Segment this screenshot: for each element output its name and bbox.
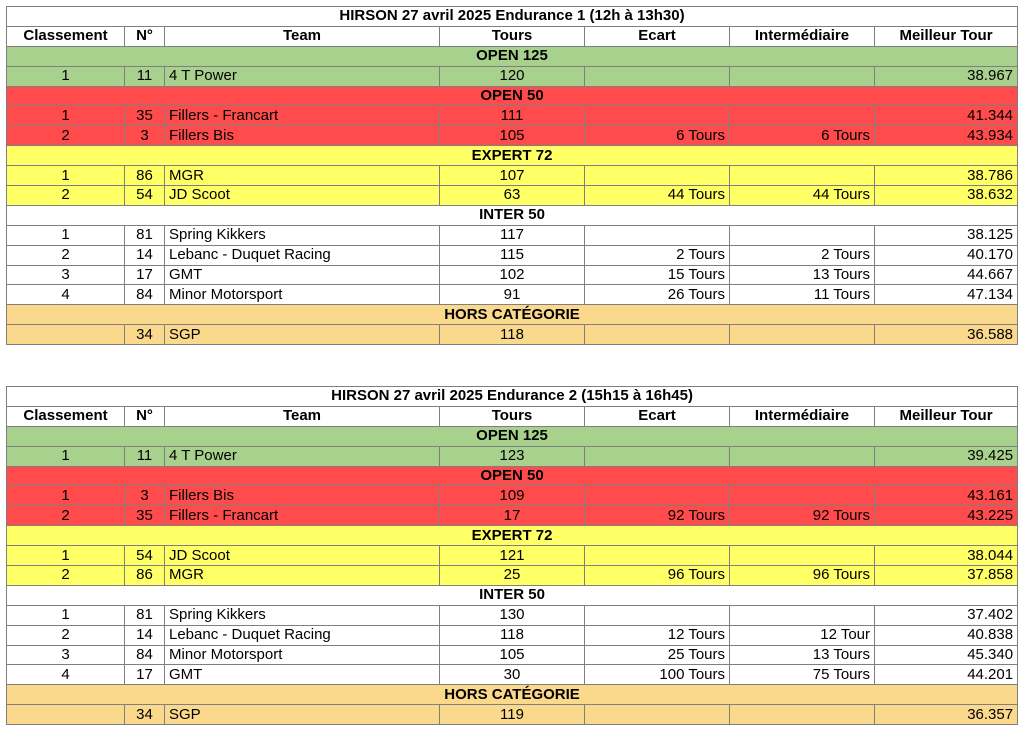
category-name: EXPERT 72 xyxy=(7,146,1018,166)
category-name: OPEN 125 xyxy=(7,426,1018,446)
laps-cell: 25 xyxy=(440,566,585,586)
team-cell: MGR xyxy=(165,166,440,186)
header-gap: Ecart xyxy=(585,406,730,426)
laps-cell: 115 xyxy=(440,245,585,265)
header-team: Team xyxy=(165,26,440,46)
laps-cell: 119 xyxy=(440,705,585,725)
best-lap-cell: 43.225 xyxy=(875,506,1018,526)
category-name: HORS CATÉGORIE xyxy=(7,685,1018,705)
category-row xyxy=(7,585,1018,605)
laps-cell: 102 xyxy=(440,265,585,285)
table-row xyxy=(7,665,1018,685)
rank-cell: 2 xyxy=(7,245,125,265)
table-row xyxy=(7,446,1018,466)
rank-cell: 4 xyxy=(7,285,125,305)
rank-cell: 3 xyxy=(7,265,125,285)
laps-cell: 105 xyxy=(440,645,585,665)
category-row xyxy=(7,46,1018,66)
number-cell: 11 xyxy=(125,446,165,466)
team-cell: GMT xyxy=(165,265,440,285)
laps-cell: 63 xyxy=(440,186,585,206)
table-row xyxy=(7,506,1018,526)
intermediate-cell xyxy=(730,66,875,86)
laps-cell: 117 xyxy=(440,225,585,245)
number-cell: 3 xyxy=(125,126,165,146)
team-cell: Minor Motorsport xyxy=(165,645,440,665)
laps-cell: 118 xyxy=(440,625,585,645)
intermediate-cell xyxy=(730,166,875,186)
category-row xyxy=(7,205,1018,225)
number-cell: 54 xyxy=(125,186,165,206)
team-cell: JD Scoot xyxy=(165,546,440,566)
table-row xyxy=(7,166,1018,186)
header-number: N° xyxy=(125,26,165,46)
best-lap-cell: 38.125 xyxy=(875,225,1018,245)
gap-cell: 6 Tours xyxy=(585,126,730,146)
laps-cell: 121 xyxy=(440,546,585,566)
best-lap-cell: 43.934 xyxy=(875,126,1018,146)
best-lap-cell: 45.340 xyxy=(875,645,1018,665)
number-cell: 14 xyxy=(125,625,165,645)
team-cell: 4 T Power xyxy=(165,446,440,466)
team-cell: Lebanc - Duquet Racing xyxy=(165,625,440,645)
intermediate-cell: 96 Tours xyxy=(730,566,875,586)
category-row xyxy=(7,685,1018,705)
number-cell: 86 xyxy=(125,166,165,186)
number-cell: 11 xyxy=(125,66,165,86)
laps-cell: 105 xyxy=(440,126,585,146)
number-cell: 35 xyxy=(125,106,165,126)
gap-cell: 12 Tours xyxy=(585,625,730,645)
team-cell: MGR xyxy=(165,566,440,586)
rank-cell: 1 xyxy=(7,225,125,245)
number-cell: 84 xyxy=(125,645,165,665)
intermediate-cell: 2 Tours xyxy=(730,245,875,265)
laps-cell: 91 xyxy=(440,285,585,305)
number-cell: 81 xyxy=(125,225,165,245)
category-row xyxy=(7,466,1018,486)
rank-cell: 1 xyxy=(7,546,125,566)
laps-cell: 118 xyxy=(440,325,585,345)
gap-cell xyxy=(585,446,730,466)
laps-cell: 109 xyxy=(440,486,585,506)
laps-cell: 120 xyxy=(440,66,585,86)
best-lap-cell: 44.667 xyxy=(875,265,1018,285)
table-row xyxy=(7,566,1018,586)
laps-cell: 130 xyxy=(440,605,585,625)
laps-cell: 107 xyxy=(440,166,585,186)
table-row xyxy=(7,605,1018,625)
header-intermediate: Intermédiaire xyxy=(730,26,875,46)
header-team: Team xyxy=(165,406,440,426)
number-cell: 3 xyxy=(125,486,165,506)
table-row xyxy=(7,486,1018,506)
category-name: OPEN 50 xyxy=(7,86,1018,106)
header-gap: Ecart xyxy=(585,26,730,46)
best-lap-cell: 38.044 xyxy=(875,546,1018,566)
number-cell: 17 xyxy=(125,665,165,685)
number-cell: 14 xyxy=(125,245,165,265)
intermediate-cell: 44 Tours xyxy=(730,186,875,206)
best-lap-cell: 38.786 xyxy=(875,166,1018,186)
intermediate-cell xyxy=(730,446,875,466)
header-intermediate: Intermédiaire xyxy=(730,406,875,426)
rank-cell: 2 xyxy=(7,566,125,586)
column-header-row xyxy=(7,406,1018,426)
intermediate-cell: 13 Tours xyxy=(730,645,875,665)
category-name: OPEN 50 xyxy=(7,466,1018,486)
laps-cell: 30 xyxy=(440,665,585,685)
gap-cell: 96 Tours xyxy=(585,566,730,586)
team-cell: 4 T Power xyxy=(165,66,440,86)
gap-cell xyxy=(585,605,730,625)
best-lap-cell: 40.838 xyxy=(875,625,1018,645)
intermediate-cell: 11 Tours xyxy=(730,285,875,305)
team-cell: Fillers - Francart xyxy=(165,506,440,526)
column-header-row xyxy=(7,26,1018,46)
intermediate-cell xyxy=(730,546,875,566)
table-title-row xyxy=(7,387,1018,407)
intermediate-cell: 6 Tours xyxy=(730,126,875,146)
best-lap-cell: 36.357 xyxy=(875,705,1018,725)
category-name: INTER 50 xyxy=(7,585,1018,605)
team-cell: JD Scoot xyxy=(165,186,440,206)
intermediate-cell xyxy=(730,705,875,725)
category-name: OPEN 125 xyxy=(7,46,1018,66)
category-row xyxy=(7,526,1018,546)
intermediate-cell xyxy=(730,486,875,506)
number-cell: 35 xyxy=(125,506,165,526)
rank-cell: 2 xyxy=(7,625,125,645)
best-lap-cell: 36.588 xyxy=(875,325,1018,345)
rank-cell: 2 xyxy=(7,186,125,206)
rank-cell xyxy=(7,325,125,345)
gap-cell xyxy=(585,166,730,186)
header-number: N° xyxy=(125,406,165,426)
gap-cell xyxy=(585,325,730,345)
gap-cell: 25 Tours xyxy=(585,645,730,665)
table-row xyxy=(7,245,1018,265)
category-row xyxy=(7,305,1018,325)
table-row xyxy=(7,645,1018,665)
team-cell: Fillers - Francart xyxy=(165,106,440,126)
header-best-lap: Meilleur Tour xyxy=(875,406,1018,426)
gap-cell: 26 Tours xyxy=(585,285,730,305)
table-row xyxy=(7,126,1018,146)
header-best-lap: Meilleur Tour xyxy=(875,26,1018,46)
category-row xyxy=(7,146,1018,166)
best-lap-cell: 44.201 xyxy=(875,665,1018,685)
best-lap-cell: 38.967 xyxy=(875,66,1018,86)
rank-cell: 4 xyxy=(7,665,125,685)
category-name: HORS CATÉGORIE xyxy=(7,305,1018,325)
team-cell: Spring Kikkers xyxy=(165,225,440,245)
rank-cell: 1 xyxy=(7,605,125,625)
header-classement: Classement xyxy=(7,406,125,426)
team-cell: SGP xyxy=(165,325,440,345)
gap-cell xyxy=(585,66,730,86)
rank-cell: 1 xyxy=(7,66,125,86)
best-lap-cell: 37.858 xyxy=(875,566,1018,586)
table-row xyxy=(7,106,1018,126)
team-cell: GMT xyxy=(165,665,440,685)
rank-cell xyxy=(7,705,125,725)
table-row xyxy=(7,225,1018,245)
intermediate-cell: 92 Tours xyxy=(730,506,875,526)
number-cell: 17 xyxy=(125,265,165,285)
laps-cell: 17 xyxy=(440,506,585,526)
gap-cell: 15 Tours xyxy=(585,265,730,285)
table-row xyxy=(7,705,1018,725)
team-cell: Fillers Bis xyxy=(165,126,440,146)
best-lap-cell: 39.425 xyxy=(875,446,1018,466)
intermediate-cell xyxy=(730,225,875,245)
laps-cell: 123 xyxy=(440,446,585,466)
table-row xyxy=(7,325,1018,345)
intermediate-cell xyxy=(730,106,875,126)
category-name: INTER 50 xyxy=(7,205,1018,225)
team-cell: Fillers Bis xyxy=(165,486,440,506)
team-cell: Lebanc - Duquet Racing xyxy=(165,245,440,265)
intermediate-cell xyxy=(730,325,875,345)
rank-cell: 3 xyxy=(7,645,125,665)
gap-cell: 2 Tours xyxy=(585,245,730,265)
category-row xyxy=(7,426,1018,446)
header-laps: Tours xyxy=(440,26,585,46)
best-lap-cell: 47.134 xyxy=(875,285,1018,305)
table-row xyxy=(7,546,1018,566)
gap-cell: 92 Tours xyxy=(585,506,730,526)
number-cell: 34 xyxy=(125,705,165,725)
header-classement: Classement xyxy=(7,26,125,46)
number-cell: 34 xyxy=(125,325,165,345)
gap-cell xyxy=(585,225,730,245)
gap-cell xyxy=(585,546,730,566)
best-lap-cell: 43.161 xyxy=(875,486,1018,506)
header-laps: Tours xyxy=(440,406,585,426)
table-row xyxy=(7,66,1018,86)
number-cell: 54 xyxy=(125,546,165,566)
laps-cell: 111 xyxy=(440,106,585,126)
team-cell: SGP xyxy=(165,705,440,725)
table-row xyxy=(7,625,1018,645)
best-lap-cell: 37.402 xyxy=(875,605,1018,625)
rank-cell: 1 xyxy=(7,486,125,506)
team-cell: Spring Kikkers xyxy=(165,605,440,625)
category-name: EXPERT 72 xyxy=(7,526,1018,546)
table-title: HIRSON 27 avril 2025 Endurance 1 (12h à 13h30) xyxy=(7,7,1018,27)
results-table-endurance-2 xyxy=(6,386,1018,725)
gap-cell xyxy=(585,705,730,725)
table-row xyxy=(7,285,1018,305)
table-title-row xyxy=(7,7,1018,27)
rank-cell: 1 xyxy=(7,166,125,186)
number-cell: 84 xyxy=(125,285,165,305)
intermediate-cell: 12 Tour xyxy=(730,625,875,645)
intermediate-cell xyxy=(730,605,875,625)
number-cell: 81 xyxy=(125,605,165,625)
gap-cell xyxy=(585,106,730,126)
rank-cell: 1 xyxy=(7,446,125,466)
gap-cell xyxy=(585,486,730,506)
results-table-endurance-1 xyxy=(6,6,1018,345)
table-title: HIRSON 27 avril 2025 Endurance 2 (15h15 à 16h45) xyxy=(7,387,1018,407)
table-row xyxy=(7,186,1018,206)
rank-cell: 2 xyxy=(7,126,125,146)
gap-cell: 100 Tours xyxy=(585,665,730,685)
intermediate-cell: 13 Tours xyxy=(730,265,875,285)
gap-cell: 44 Tours xyxy=(585,186,730,206)
rank-cell: 2 xyxy=(7,506,125,526)
team-cell: Minor Motorsport xyxy=(165,285,440,305)
best-lap-cell: 40.170 xyxy=(875,245,1018,265)
rank-cell: 1 xyxy=(7,106,125,126)
best-lap-cell: 38.632 xyxy=(875,186,1018,206)
number-cell: 86 xyxy=(125,566,165,586)
intermediate-cell: 75 Tours xyxy=(730,665,875,685)
table-row xyxy=(7,265,1018,285)
best-lap-cell: 41.344 xyxy=(875,106,1018,126)
category-row xyxy=(7,86,1018,106)
